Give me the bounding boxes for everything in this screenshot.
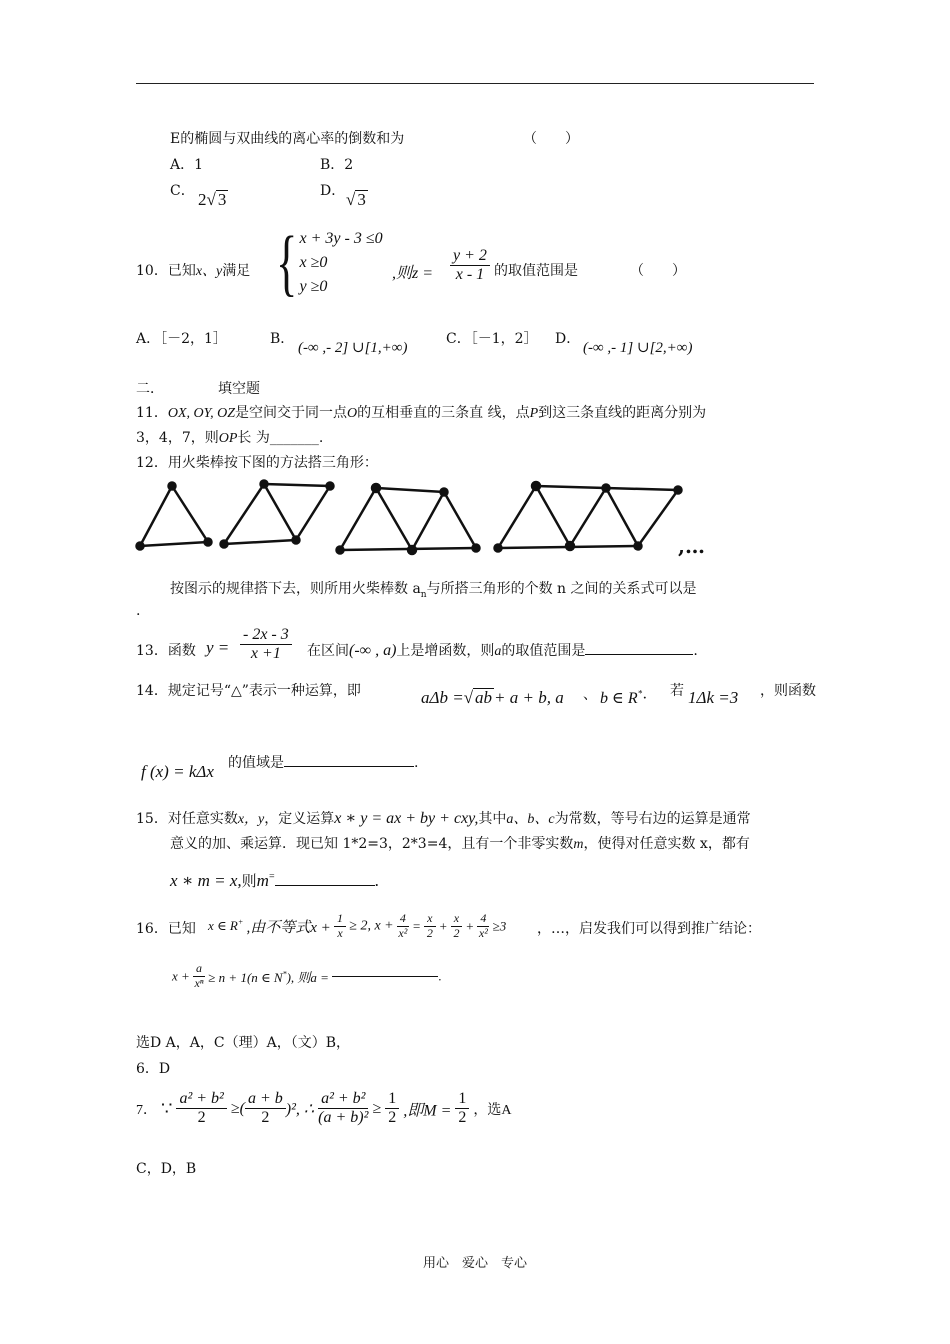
answers-line1: 选D A，A，C（理）A，（文）B， [136,1035,351,1051]
q13-y-eq: y = [206,638,230,657]
section-number: 二． [136,381,164,397]
q11-line1: 11．OX, OY, OZ是空间交于同一点O的互相垂直的三条直 线，点P到这三条直线的距离分别为 [136,405,707,421]
q10-constraint-system [276,222,383,304]
q14-label: 14．规定记号“△”表示一种运算，即 [136,683,361,699]
q14-condition: 1Δk =3 [688,688,739,707]
q10-tail: 的取值范围是 [494,263,578,279]
q14-sep: 、 [583,687,597,703]
q14-ruo: 若 [670,683,684,699]
constraint-2: x ≥0 [299,254,328,271]
q13-answer-blank [585,654,693,655]
q10-option-a: A．［－2，1］ [136,331,227,347]
q14-domain: b ∈ R*· [600,688,648,707]
q9-option-c-math: 2√ 3 [198,190,227,209]
top-rule [136,83,814,84]
q10-paren: （ ） [630,263,686,279]
q13-mid: 在区间(-∞ , a)上是增函数，则a的取值范围是 . [307,642,698,659]
q10-option-b-math: (-∞ ,- 2] ∪[1,+∞) [298,340,408,356]
q9-text: E的椭圆与双曲线的离心率的倒数和为 [170,131,405,147]
q15-answer-blank [275,885,375,886]
page-footer: 用心 爱心 专心 [422,1256,527,1271]
constraint-1: x + 3y - 3 ≤0 [299,230,383,247]
q9-option-b: B．2 [320,157,354,173]
constraint-3: y ≥0 [299,278,328,295]
matchstick-triangles-figure [130,474,730,564]
q9-paren: （ ） [523,131,579,147]
q9-option-c-label: C． [170,183,195,199]
q10-option-d-math: (-∞ ,- 1] ∪[2,+∞) [583,340,693,356]
q16-tail: ，…，启发我们可以得到推广结论： [537,921,761,937]
q9-option-d-math: √ 3 [346,190,366,209]
section-title: 填空题 [218,381,260,397]
left-brace-icon: { [276,222,298,304]
q16-label: 16．已知 [136,921,196,937]
q13-fraction: $\frac{- 2x - 3}{x +1}$ [240,626,292,664]
answers-q7: 7． ∵ $\frac{\text{a² + b²}}{2}$ ≥( $\frac{a + b}{2}$ )², ∴ $\frac{\text{a² + b²}}{\text{(a + b)²}}$ ≥ $\frac{1}{2}$ ,即M = $\frac{1}{2}$ ，选A [136,1090,512,1127]
q15-line1: 15．对任意实数x，y，定义运算x ∗ y = ax + by + cxy,其中a、b、c为常数，等号右边的运算是通常 [136,810,751,827]
q14-range: 的值域是 . [228,755,419,771]
q12-line1: 12．用火柴棒按下图的方法搭三角形： [136,455,378,471]
q15-line3: x ∗ m = x,则m= . [170,871,379,890]
q14-function: f (x) = kΔx [141,762,214,781]
q12-line2: 按图示的规律搭下去，则所用火柴棒数 $a_n$与所搭三角形的个数 n 之间的关系式可以是 [170,581,697,600]
q10-label: 10．已知x、y满足 [136,263,251,279]
q13-label: 13．函数 [136,643,196,659]
figure-ellipsis: ,… [678,534,705,558]
q16-answer-blank [332,976,438,977]
answers-line2: 6．D [136,1061,171,1077]
q15-line2: 意义的加、乘运算．现已知 1*2=3，2*3=4，且有一个非零实数m，使得对任意实数 x，都有 [170,836,750,852]
answers-line4: C，D，B [136,1161,197,1177]
triangle-group-3 [337,484,480,554]
q14-tail: ，则函数 [760,683,816,699]
q14-answer-blank [284,766,414,767]
q16-premise: x ∈ R+ ,由不等式x + $\frac{1}{x}$ ≥ 2, x + $\frac{4}{\text{x²}}$ = $\frac{x}{2}$ + $\frac{x}{2}$ + $\frac{4}{\text{x²}}$ ≥3 [208,911,507,940]
q11-line2: 3，4，7，则OP长 为_______. [136,430,324,446]
q9-option-d-label: D． [320,183,346,199]
q12-line3: . [136,603,141,619]
q10-option-c: C．［－1，2］ [446,331,538,347]
q10-option-d-label: D． [555,331,581,347]
triangle-group-1 [137,483,212,550]
triangle-group-2 [221,481,334,548]
q10-fraction: $\frac{y + 2}{x - 1}$ [450,247,490,285]
q10-option-b-label: B． [270,331,295,347]
q14-definition: aΔb =√ ab + a + b, a [421,688,564,707]
triangle-group-4 [495,482,682,552]
q9-option-a: A．1 [170,157,204,173]
q16-conclusion: x + $\frac{a}{\text{xⁿ}}$ ≥ n + 1(n ∈ N*), 则a = . [172,961,442,990]
q10-then-z: ,则z = [392,265,434,282]
